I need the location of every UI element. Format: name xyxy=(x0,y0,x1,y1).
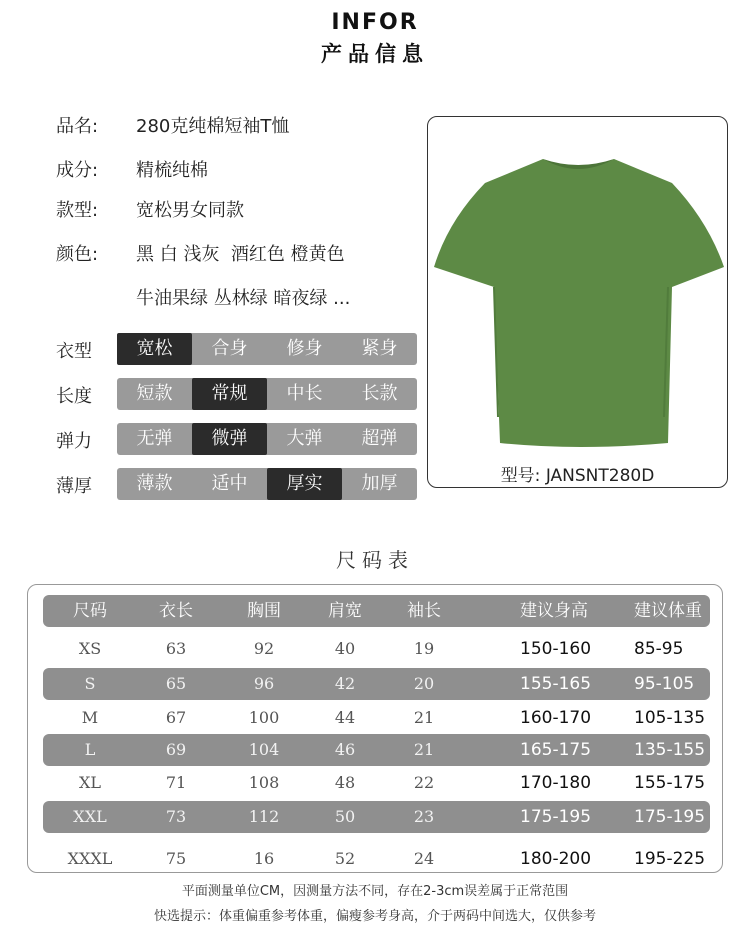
table-cell: 衣长 xyxy=(159,601,193,621)
table-cell: L xyxy=(84,740,96,759)
info-value-style: 宽松男女同款 xyxy=(136,200,244,221)
table-cell: XXL xyxy=(73,807,107,826)
table-cell: 105-135 xyxy=(634,708,706,728)
info-value-name: 280克纯棉短袖T恤 xyxy=(136,116,290,137)
table-cell: 22 xyxy=(413,773,435,792)
table-row xyxy=(43,633,710,665)
table-cell: 建议体重 xyxy=(634,601,702,621)
table-header-row xyxy=(43,595,710,627)
table-row xyxy=(43,767,710,799)
table-cell: 48 xyxy=(334,773,356,792)
table-cell: 建议身高 xyxy=(520,601,588,621)
table-cell: 65 xyxy=(165,674,187,693)
table-cell: 112 xyxy=(248,807,280,826)
table-cell: 95-105 xyxy=(634,674,695,694)
table-cell: 20 xyxy=(413,674,435,693)
table-cell: XXXL xyxy=(67,849,113,868)
table-cell: 73 xyxy=(165,807,187,826)
table-cell: 92 xyxy=(253,639,275,658)
table-cell: 104 xyxy=(248,740,280,759)
info-label-composition: 成分: xyxy=(56,160,99,181)
option-fit-1[interactable]: 合身 xyxy=(211,338,248,359)
table-cell: 21 xyxy=(413,708,435,727)
table-cell: 50 xyxy=(334,807,356,826)
segmented-fit xyxy=(117,333,417,365)
info-value-composition: 精梳纯棉 xyxy=(136,160,208,181)
table-cell: 135-155 xyxy=(634,740,706,760)
table-cell: 165-175 xyxy=(520,740,592,760)
attr-label-length: 长度 xyxy=(56,386,92,407)
option-length-2[interactable]: 中长 xyxy=(286,383,323,404)
option-length-3[interactable]: 长款 xyxy=(361,383,398,404)
option-thickness-1[interactable]: 适中 xyxy=(211,473,248,494)
info-label-color: 颜色: xyxy=(56,244,99,265)
table-cell: XL xyxy=(78,773,101,792)
model-number: 型号: JANSNT280D xyxy=(500,466,655,486)
table-cell: 42 xyxy=(334,674,356,693)
title-cn: 产品信息 xyxy=(321,42,429,66)
info-value-color-line2: 牛油果绿 丛林绿 暗夜绿 ... xyxy=(136,288,351,309)
table-cell: 16 xyxy=(253,849,275,868)
table-cell: 180-200 xyxy=(520,849,592,869)
option-stretch-0[interactable]: 无弹 xyxy=(136,428,173,449)
table-cell: 160-170 xyxy=(520,708,592,728)
table-cell: 85-95 xyxy=(634,639,684,659)
table-cell: 69 xyxy=(165,740,187,759)
measurement-note: 平面测量单位CM，因测量方法不同，存在2-3cm误差属于正常范围 xyxy=(181,884,569,899)
table-cell: 21 xyxy=(413,740,435,759)
segmented-stretch xyxy=(117,423,417,455)
tshirt-image xyxy=(428,117,729,457)
table-row xyxy=(43,734,710,766)
table-cell: 155-175 xyxy=(634,773,706,793)
table-cell: S xyxy=(84,674,96,693)
table-cell: 肩宽 xyxy=(328,601,362,621)
table-cell: 63 xyxy=(165,639,187,658)
table-cell: 175-195 xyxy=(634,807,706,827)
option-fit-0[interactable]: 宽松 xyxy=(117,333,192,365)
table-cell: 96 xyxy=(253,674,275,693)
table-cell: 100 xyxy=(248,708,280,727)
table-cell: 44 xyxy=(334,708,356,727)
segmented-thickness xyxy=(117,468,417,500)
table-cell: 胸围 xyxy=(247,601,281,621)
table-cell: 67 xyxy=(165,708,187,727)
attr-label-thickness: 薄厚 xyxy=(56,476,92,497)
table-cell: 150-160 xyxy=(520,639,592,659)
option-thickness-3[interactable]: 加厚 xyxy=(361,473,398,494)
option-thickness-0[interactable]: 薄款 xyxy=(136,473,173,494)
table-cell: 尺码 xyxy=(73,601,107,621)
table-cell: 155-165 xyxy=(520,674,592,694)
table-cell: 24 xyxy=(413,849,435,868)
table-row xyxy=(43,801,710,833)
option-length-1[interactable]: 常规 xyxy=(192,378,267,410)
option-stretch-1[interactable]: 微弹 xyxy=(192,423,267,455)
table-cell: XS xyxy=(78,639,102,658)
table-row xyxy=(43,843,710,875)
table-cell: 46 xyxy=(334,740,356,759)
table-cell: M xyxy=(81,708,99,727)
table-cell: 175-195 xyxy=(520,807,592,827)
table-cell: 52 xyxy=(334,849,356,868)
segmented-length xyxy=(117,378,417,410)
table-row xyxy=(43,702,710,734)
size-tip-note: 快选提示：体重偏重参考体重，偏瘦参考身高，介于两码中间选大，仅供参考 xyxy=(153,909,596,924)
option-length-0[interactable]: 短款 xyxy=(136,383,173,404)
title-en: INFOR xyxy=(331,10,419,35)
table-cell: 19 xyxy=(413,639,435,658)
size-chart-title: 尺码表 xyxy=(336,548,414,572)
table-cell: 170-180 xyxy=(520,773,592,793)
tshirt-body xyxy=(434,159,724,447)
option-fit-3[interactable]: 紧身 xyxy=(361,338,398,359)
product-photo-frame xyxy=(427,116,728,488)
table-cell: 108 xyxy=(248,773,280,792)
table-cell: 71 xyxy=(165,773,187,792)
table-cell: 75 xyxy=(165,849,187,868)
table-cell: 40 xyxy=(334,639,356,658)
table-cell: 袖长 xyxy=(407,601,441,621)
table-cell: 195-225 xyxy=(634,849,706,869)
info-label-style: 款型: xyxy=(56,200,99,221)
option-thickness-2[interactable]: 厚实 xyxy=(267,468,342,500)
option-stretch-3[interactable]: 超弹 xyxy=(361,428,398,449)
table-row xyxy=(43,668,710,700)
info-value-color: 黑 白 浅灰 酒红色 橙黄色 xyxy=(136,244,345,265)
attr-label-stretch: 弹力 xyxy=(56,431,92,452)
attr-label-fit: 衣型 xyxy=(56,341,92,362)
table-cell: 23 xyxy=(413,807,435,826)
option-fit-2[interactable]: 修身 xyxy=(286,338,323,359)
option-stretch-2[interactable]: 大弹 xyxy=(286,428,323,449)
info-label-name: 品名: xyxy=(56,116,99,137)
